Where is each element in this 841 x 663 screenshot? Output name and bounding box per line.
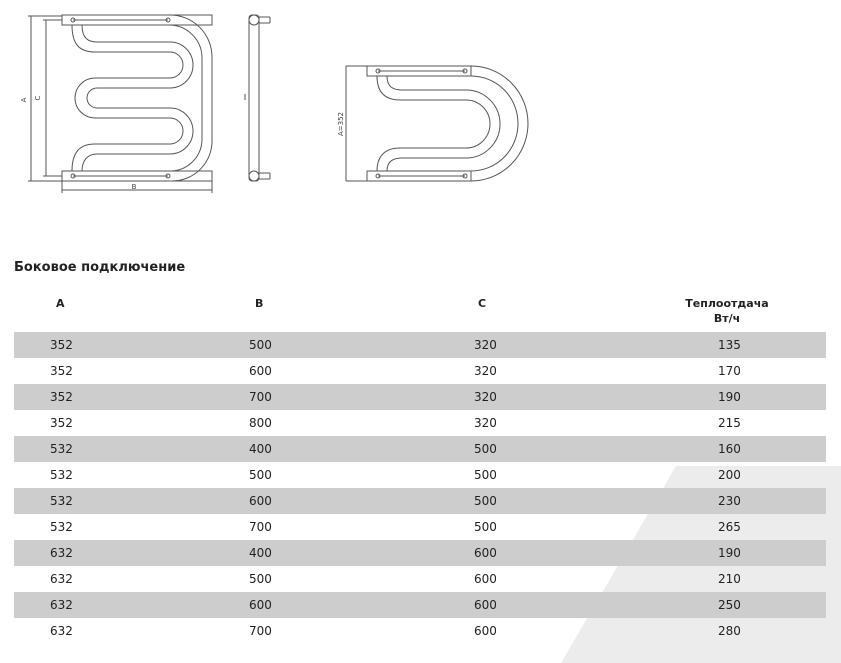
table-row [14, 488, 826, 514]
table-row [14, 592, 826, 618]
table-row [14, 618, 826, 644]
section-title: Боковое подключение [14, 260, 186, 275]
cell-heat-output: 265 [718, 520, 741, 534]
table-row [14, 358, 826, 384]
header-heat-output [674, 296, 780, 326]
table-header [14, 296, 826, 328]
header-c: C [478, 297, 487, 310]
header-b: B [255, 297, 264, 310]
cell-heat-output: 230 [718, 494, 741, 508]
front-dim-b-label: B [131, 183, 137, 191]
cell-c: 600 [474, 572, 497, 586]
table-row [14, 566, 826, 592]
front-view-drawing [28, 15, 212, 193]
cell-c: 500 [474, 442, 497, 456]
cell-a: 632 [50, 572, 73, 586]
table-body [14, 332, 826, 644]
cell-c: 320 [474, 364, 497, 378]
side-connection-drawing [346, 66, 528, 181]
header-heat-title: Теплоотдача [685, 297, 769, 310]
cell-b: 700 [249, 390, 272, 404]
cell-c: 500 [474, 520, 497, 534]
cell-c: 500 [474, 494, 497, 508]
cell-b: 700 [249, 624, 272, 638]
cell-heat-output: 190 [718, 546, 741, 560]
table-row [14, 384, 826, 410]
cell-c: 320 [474, 416, 497, 430]
cell-a: 632 [50, 624, 73, 638]
profile-view-drawing [245, 15, 270, 181]
side-dim-label: A=352 [337, 111, 345, 137]
header-a: A [56, 297, 65, 310]
cell-b: 500 [249, 572, 272, 586]
cell-b: 600 [249, 364, 272, 378]
table-row [14, 332, 826, 358]
cell-heat-output: 280 [718, 624, 741, 638]
cell-heat-output: 170 [718, 364, 741, 378]
cell-a: 532 [50, 494, 73, 508]
cell-a: 632 [50, 598, 73, 612]
cell-b: 600 [249, 494, 272, 508]
cell-heat-output: 200 [718, 468, 741, 482]
cell-b: 700 [249, 520, 272, 534]
cell-c: 500 [474, 468, 497, 482]
cell-a: 352 [50, 364, 73, 378]
cell-heat-output: 135 [718, 338, 741, 352]
cell-a: 532 [50, 520, 73, 534]
front-dim-c-label: C [34, 95, 42, 101]
cell-b: 500 [249, 468, 272, 482]
cell-a: 352 [50, 416, 73, 430]
cell-heat-output: 160 [718, 442, 741, 456]
cell-c: 600 [474, 546, 497, 560]
cell-a: 532 [50, 468, 73, 482]
cell-b: 500 [249, 338, 272, 352]
cell-b: 400 [249, 442, 272, 456]
cell-a: 632 [50, 546, 73, 560]
cell-heat-output: 210 [718, 572, 741, 586]
cell-b: 800 [249, 416, 272, 430]
cell-a: 352 [50, 338, 73, 352]
cell-c: 600 [474, 624, 497, 638]
cell-c: 320 [474, 338, 497, 352]
cell-b: 400 [249, 546, 272, 560]
cell-b: 600 [249, 598, 272, 612]
cell-a: 352 [50, 390, 73, 404]
table-row [14, 462, 826, 488]
cell-c: 600 [474, 598, 497, 612]
table-row [14, 540, 826, 566]
cell-heat-output: 250 [718, 598, 741, 612]
table-row [14, 410, 826, 436]
table-row [14, 436, 826, 462]
table-row [14, 514, 826, 540]
cell-a: 532 [50, 442, 73, 456]
front-dim-a-label: A [20, 97, 28, 103]
header-heat-unit: Вт/ч [713, 312, 741, 325]
cell-heat-output: 215 [718, 416, 741, 430]
cell-c: 320 [474, 390, 497, 404]
cell-heat-output: 190 [718, 390, 741, 404]
